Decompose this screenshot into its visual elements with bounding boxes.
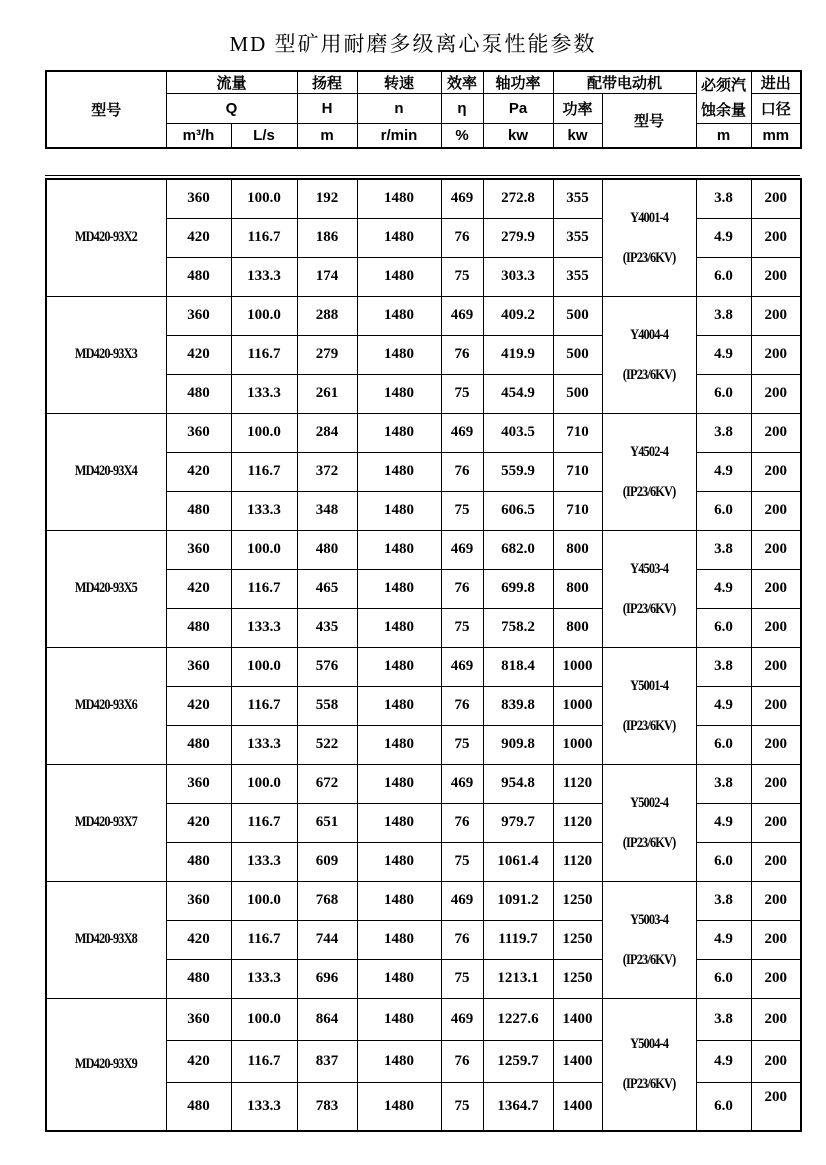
cell-diameter: 200 [751, 998, 801, 1040]
unit-kw-motor: kw [553, 124, 602, 148]
cell-diameter: 200 [751, 1040, 801, 1082]
cell-diameter: 200 [751, 413, 801, 452]
cell-shaft-power: 409.2 [483, 296, 553, 335]
cell-flow-m3h: 420 [166, 452, 231, 491]
cell-speed: 1480 [357, 374, 441, 413]
cell-shaft-power: 1061.4 [483, 842, 553, 881]
cell-flow-ls: 133.3 [231, 374, 297, 413]
cell-shaft-power: 839.8 [483, 686, 553, 725]
hdr-eta-symbol: η [441, 94, 483, 124]
cell-flow-m3h: 480 [166, 959, 231, 998]
unit-mm: mm [751, 124, 801, 148]
motor-model-text: Y5003-4 [629, 911, 668, 928]
cell-flow-ls: 133.3 [231, 959, 297, 998]
cell-shaft-power: 403.5 [483, 413, 553, 452]
cell-speed: 1480 [357, 842, 441, 881]
cell-npsh: 6.0 [696, 608, 751, 647]
cell-npsh: 3.8 [696, 413, 751, 452]
cell-shaft-power: 699.8 [483, 569, 553, 608]
cell-head: 348 [297, 491, 357, 530]
pump-model-text: MD420-93X4 [75, 463, 138, 479]
cell-flow-ls: 133.3 [231, 725, 297, 764]
cell-flow-ls: 116.7 [231, 920, 297, 959]
cell-npsh: 4.9 [696, 803, 751, 842]
cell-speed: 1480 [357, 647, 441, 686]
cell-flow-m3h: 480 [166, 374, 231, 413]
cell-npsh: 3.8 [696, 179, 751, 219]
cell-speed: 1480 [357, 1040, 441, 1082]
hdr-shaft-power: 轴功率 [483, 71, 553, 94]
cell-motor-power: 1000 [553, 725, 602, 764]
pump-model-cell [46, 998, 166, 1131]
cell-flow-m3h: 420 [166, 803, 231, 842]
cell-npsh: 4.9 [696, 569, 751, 608]
pump-model-text: MD420-93X7 [75, 814, 138, 830]
table-row [46, 998, 801, 1040]
cell-speed: 1480 [357, 1082, 441, 1131]
cell-speed: 1480 [357, 881, 441, 920]
cell-flow-ls: 100.0 [231, 998, 297, 1040]
motor-model-cell [602, 764, 696, 881]
cell-diameter: 200 [751, 959, 801, 998]
cell-flow-ls: 116.7 [231, 803, 297, 842]
hdr-npsh [696, 71, 751, 124]
header-table [45, 70, 802, 149]
cell-diameter: 200 [751, 1082, 801, 1131]
cell-flow-m3h: 360 [166, 764, 231, 803]
cell-efficiency: 76 [441, 452, 483, 491]
motor-spec-text: (IP23/6KV) [622, 249, 676, 266]
cell-motor-power: 710 [553, 413, 602, 452]
hdr-n-symbol: n [357, 94, 441, 124]
cell-diameter: 200 [751, 491, 801, 530]
cell-shaft-power: 954.8 [483, 764, 553, 803]
motor-spec-text: (IP23/6KV) [622, 834, 676, 851]
motor-model-cell [602, 647, 696, 764]
cell-npsh: 3.8 [696, 881, 751, 920]
cell-flow-m3h: 480 [166, 257, 231, 296]
cell-npsh: 4.9 [696, 452, 751, 491]
cell-diameter: 200 [751, 881, 801, 920]
motor-model-text: Y4001-4 [629, 209, 668, 226]
cell-speed: 1480 [357, 296, 441, 335]
cell-npsh: 4.9 [696, 1040, 751, 1082]
cell-efficiency: 75 [441, 959, 483, 998]
cell-flow-ls: 116.7 [231, 686, 297, 725]
cell-flow-ls: 100.0 [231, 647, 297, 686]
cell-flow-ls: 116.7 [231, 569, 297, 608]
cell-npsh: 6.0 [696, 491, 751, 530]
cell-efficiency: 75 [441, 608, 483, 647]
cell-head: 465 [297, 569, 357, 608]
cell-motor-power: 710 [553, 491, 602, 530]
motor-model-cell [602, 881, 696, 998]
motor-model-text: Y5004-4 [629, 1036, 668, 1052]
cell-diameter: 200 [751, 218, 801, 257]
cell-flow-ls: 100.0 [231, 413, 297, 452]
motor-spec-text: (IP23/6KV) [622, 483, 676, 500]
cell-speed: 1480 [357, 335, 441, 374]
cell-speed: 1480 [357, 803, 441, 842]
cell-flow-m3h: 480 [166, 608, 231, 647]
pump-model-cell [46, 179, 166, 297]
cell-efficiency: 75 [441, 257, 483, 296]
cell-motor-power: 710 [553, 452, 602, 491]
cell-shaft-power: 559.9 [483, 452, 553, 491]
cell-head: 284 [297, 413, 357, 452]
page-title: MD 型矿用耐磨多级离心泵性能参数 [229, 32, 597, 56]
cell-flow-ls: 133.3 [231, 608, 297, 647]
cell-flow-ls: 133.3 [231, 491, 297, 530]
cell-flow-m3h: 420 [166, 335, 231, 374]
unit-percent: % [441, 124, 483, 148]
table-row [46, 764, 801, 803]
cell-flow-ls: 100.0 [231, 296, 297, 335]
cell-efficiency: 75 [441, 1082, 483, 1131]
pump-model-cell [46, 647, 166, 764]
pump-model-text: MD420-93X9 [75, 1055, 138, 1072]
cell-efficiency: 469 [441, 998, 483, 1040]
cell-shaft-power: 818.4 [483, 647, 553, 686]
motor-model-cell [602, 413, 696, 530]
cell-shaft-power: 1259.7 [483, 1040, 553, 1082]
cell-shaft-power: 1213.1 [483, 959, 553, 998]
motor-model-cell [602, 179, 696, 297]
cell-flow-m3h: 420 [166, 920, 231, 959]
cell-speed: 1480 [357, 608, 441, 647]
cell-speed: 1480 [357, 257, 441, 296]
pump-model-cell [46, 764, 166, 881]
unit-rmin: r/min [357, 124, 441, 148]
cell-flow-ls: 100.0 [231, 179, 297, 219]
cell-speed: 1480 [357, 179, 441, 219]
cell-head: 744 [297, 920, 357, 959]
cell-motor-power: 1120 [553, 842, 602, 881]
cell-shaft-power: 1227.6 [483, 998, 553, 1040]
cell-speed: 1480 [357, 530, 441, 569]
cell-flow-m3h: 420 [166, 686, 231, 725]
hdr-efficiency: 效率 [441, 71, 483, 94]
cell-npsh: 6.0 [696, 725, 751, 764]
cell-flow-ls: 133.3 [231, 257, 297, 296]
cell-speed: 1480 [357, 413, 441, 452]
cell-head: 192 [297, 179, 357, 219]
cell-efficiency: 469 [441, 413, 483, 452]
cell-flow-m3h: 360 [166, 413, 231, 452]
cell-head: 651 [297, 803, 357, 842]
cell-diameter: 200 [751, 647, 801, 686]
cell-diameter: 200 [751, 920, 801, 959]
cell-shaft-power: 1364.7 [483, 1082, 553, 1131]
cell-motor-power: 1250 [553, 920, 602, 959]
motor-spec-text: (IP23/6KV) [622, 600, 676, 617]
cell-motor-power: 800 [553, 608, 602, 647]
cell-head: 186 [297, 218, 357, 257]
motor-spec-text: (IP23/6KV) [622, 1076, 676, 1092]
cell-shaft-power: 279.9 [483, 218, 553, 257]
cell-flow-m3h: 420 [166, 569, 231, 608]
cell-motor-power: 1250 [553, 959, 602, 998]
cell-diameter: 200 [751, 374, 801, 413]
cell-npsh: 4.9 [696, 335, 751, 374]
cell-diameter: 200 [751, 803, 801, 842]
cell-head: 576 [297, 647, 357, 686]
cell-efficiency: 75 [441, 725, 483, 764]
cell-efficiency: 469 [441, 530, 483, 569]
motor-spec-text: (IP23/6KV) [622, 951, 676, 968]
cell-flow-ls: 100.0 [231, 881, 297, 920]
cell-npsh: 4.9 [696, 920, 751, 959]
cell-diameter: 200 [751, 725, 801, 764]
cell-flow-ls: 116.7 [231, 452, 297, 491]
cell-npsh: 3.8 [696, 998, 751, 1040]
cell-head: 696 [297, 959, 357, 998]
cell-flow-ls: 100.0 [231, 764, 297, 803]
pump-model-cell [46, 413, 166, 530]
cell-diameter: 200 [751, 608, 801, 647]
cell-shaft-power: 909.8 [483, 725, 553, 764]
cell-efficiency: 75 [441, 374, 483, 413]
cell-flow-m3h: 480 [166, 725, 231, 764]
cell-flow-m3h: 360 [166, 179, 231, 219]
motor-model-cell [602, 296, 696, 413]
cell-npsh: 3.8 [696, 647, 751, 686]
cell-shaft-power: 303.3 [483, 257, 553, 296]
cell-speed: 1480 [357, 959, 441, 998]
cell-shaft-power: 606.5 [483, 491, 553, 530]
cell-head: 609 [297, 842, 357, 881]
pump-model-text: MD420-93X6 [75, 697, 138, 713]
cell-motor-power: 800 [553, 569, 602, 608]
cell-motor-power: 1120 [553, 803, 602, 842]
motor-model-text: Y5001-4 [629, 677, 668, 694]
cell-flow-ls: 133.3 [231, 1082, 297, 1131]
motor-model-cell [602, 998, 696, 1131]
cell-flow-ls: 116.7 [231, 335, 297, 374]
cell-motor-power: 1400 [553, 998, 602, 1040]
cell-flow-m3h: 360 [166, 998, 231, 1040]
pump-model-text: MD420-93X3 [75, 346, 138, 362]
unit-ls: L/s [231, 124, 297, 148]
cell-head: 768 [297, 881, 357, 920]
cell-npsh: 6.0 [696, 842, 751, 881]
motor-model-cell [602, 530, 696, 647]
cell-motor-power: 1400 [553, 1082, 602, 1131]
motor-model-text: Y4503-4 [629, 560, 668, 577]
hdr-speed: 转速 [357, 71, 441, 94]
cell-diameter: 200 [751, 296, 801, 335]
cell-head: 435 [297, 608, 357, 647]
cell-head: 672 [297, 764, 357, 803]
cell-shaft-power: 419.9 [483, 335, 553, 374]
unit-kw-shaft: kw [483, 124, 553, 148]
cell-diameter: 200 [751, 686, 801, 725]
cell-head: 261 [297, 374, 357, 413]
cell-motor-power: 1000 [553, 647, 602, 686]
cell-motor-power: 355 [553, 179, 602, 219]
unit-m: m [297, 124, 357, 148]
hdr-inout-line2: 口径 [751, 94, 801, 124]
cell-speed: 1480 [357, 764, 441, 803]
hdr-flow: 流量 [166, 71, 297, 94]
cell-shaft-power: 1119.7 [483, 920, 553, 959]
cell-head: 480 [297, 530, 357, 569]
cell-shaft-power: 758.2 [483, 608, 553, 647]
cell-efficiency: 76 [441, 920, 483, 959]
cell-flow-m3h: 480 [166, 491, 231, 530]
cell-head: 279 [297, 335, 357, 374]
cell-motor-power: 355 [553, 218, 602, 257]
cell-motor-power: 355 [553, 257, 602, 296]
cell-flow-m3h: 480 [166, 1082, 231, 1131]
cell-efficiency: 76 [441, 1040, 483, 1082]
cell-efficiency: 469 [441, 179, 483, 219]
cell-shaft-power: 1091.2 [483, 881, 553, 920]
cell-head: 174 [297, 257, 357, 296]
cell-head: 288 [297, 296, 357, 335]
cell-npsh: 6.0 [696, 959, 751, 998]
hdr-npsh-line1: 必须汽 [701, 76, 747, 94]
cell-speed: 1480 [357, 569, 441, 608]
cell-diameter: 200 [751, 842, 801, 881]
cell-diameter: 200 [751, 335, 801, 374]
cell-shaft-power: 454.9 [483, 374, 553, 413]
cell-npsh: 6.0 [696, 1082, 751, 1131]
pump-model-cell [46, 296, 166, 413]
hdr-motor-model: 型号 [602, 94, 696, 148]
cell-head: 522 [297, 725, 357, 764]
cell-efficiency: 76 [441, 569, 483, 608]
cell-flow-ls: 100.0 [231, 530, 297, 569]
cell-efficiency: 75 [441, 491, 483, 530]
cell-flow-m3h: 360 [166, 530, 231, 569]
cell-flow-m3h: 480 [166, 842, 231, 881]
cell-npsh: 3.8 [696, 530, 751, 569]
hdr-q-symbol: Q [166, 94, 297, 124]
cell-npsh: 3.8 [696, 764, 751, 803]
cell-npsh: 6.0 [696, 257, 751, 296]
cell-efficiency: 469 [441, 647, 483, 686]
cell-shaft-power: 682.0 [483, 530, 553, 569]
pump-model-cell [46, 881, 166, 998]
pump-model-text: MD420-93X2 [75, 229, 138, 245]
hdr-h-symbol: H [297, 94, 357, 124]
table-row [46, 647, 801, 686]
cell-speed: 1480 [357, 998, 441, 1040]
cell-efficiency: 469 [441, 296, 483, 335]
cell-efficiency: 469 [441, 881, 483, 920]
cell-speed: 1480 [357, 491, 441, 530]
cell-motor-power: 1400 [553, 1040, 602, 1082]
cell-head: 864 [297, 998, 357, 1040]
hdr-pump-model: 型号 [46, 71, 166, 148]
motor-model-text: Y4004-4 [629, 326, 668, 343]
cell-efficiency: 469 [441, 764, 483, 803]
cell-diameter: 200 [751, 452, 801, 491]
cell-speed: 1480 [357, 725, 441, 764]
pump-model-cell [46, 530, 166, 647]
pump-model-text: MD420-93X8 [75, 931, 138, 947]
table-row [46, 530, 801, 569]
data-table [45, 178, 802, 1132]
hdr-head: 扬程 [297, 71, 357, 94]
cell-shaft-power: 272.8 [483, 179, 553, 219]
motor-model-text: Y4502-4 [629, 443, 668, 460]
cell-efficiency: 76 [441, 803, 483, 842]
cell-speed: 1480 [357, 920, 441, 959]
cell-speed: 1480 [357, 452, 441, 491]
cell-npsh: 6.0 [696, 374, 751, 413]
cell-efficiency: 76 [441, 686, 483, 725]
cell-motor-power: 800 [553, 530, 602, 569]
cell-motor-power: 1120 [553, 764, 602, 803]
cell-npsh: 4.9 [696, 686, 751, 725]
cell-flow-ls: 133.3 [231, 842, 297, 881]
hdr-motor: 配带电动机 [553, 71, 696, 94]
unit-m3h: m³/h [166, 124, 231, 148]
cell-efficiency: 76 [441, 335, 483, 374]
cell-motor-power: 500 [553, 335, 602, 374]
hdr-motor-power: 功率 [553, 94, 602, 124]
table-row [46, 881, 801, 920]
hdr-npsh-line2: 蚀余量 [701, 101, 747, 119]
motor-spec-text: (IP23/6KV) [622, 717, 676, 734]
cell-motor-power: 1250 [553, 881, 602, 920]
motor-model-text: Y5002-4 [629, 794, 668, 811]
cell-shaft-power: 979.7 [483, 803, 553, 842]
table-row [46, 296, 801, 335]
cell-diameter: 200 [751, 257, 801, 296]
cell-diameter: 200 [751, 569, 801, 608]
cell-diameter: 200 [751, 179, 801, 219]
cell-efficiency: 76 [441, 218, 483, 257]
cell-flow-m3h: 360 [166, 881, 231, 920]
cell-motor-power: 500 [553, 296, 602, 335]
cell-flow-ls: 116.7 [231, 1040, 297, 1082]
cell-flow-m3h: 360 [166, 296, 231, 335]
table-top-rule [45, 175, 800, 176]
cell-flow-m3h: 420 [166, 218, 231, 257]
hdr-inout-line1: 进出 [751, 71, 801, 94]
cell-flow-m3h: 360 [166, 647, 231, 686]
cell-motor-power: 1000 [553, 686, 602, 725]
hdr-pa-symbol: Pa [483, 94, 553, 124]
table-row [46, 413, 801, 452]
pump-model-text: MD420-93X5 [75, 580, 138, 596]
cell-diameter: 200 [751, 764, 801, 803]
motor-spec-text: (IP23/6KV) [622, 366, 676, 383]
unit-npsh-m: m [696, 124, 751, 148]
cell-npsh: 3.8 [696, 296, 751, 335]
table-row [46, 179, 801, 219]
cell-diameter: 200 [751, 530, 801, 569]
cell-head: 837 [297, 1040, 357, 1082]
header-row-1 [46, 71, 801, 94]
cell-motor-power: 500 [553, 374, 602, 413]
cell-flow-ls: 116.7 [231, 218, 297, 257]
cell-npsh: 4.9 [696, 218, 751, 257]
cell-head: 372 [297, 452, 357, 491]
cell-efficiency: 75 [441, 842, 483, 881]
cell-speed: 1480 [357, 686, 441, 725]
cell-flow-m3h: 420 [166, 1040, 231, 1082]
cell-head: 783 [297, 1082, 357, 1131]
cell-speed: 1480 [357, 218, 441, 257]
cell-head: 558 [297, 686, 357, 725]
